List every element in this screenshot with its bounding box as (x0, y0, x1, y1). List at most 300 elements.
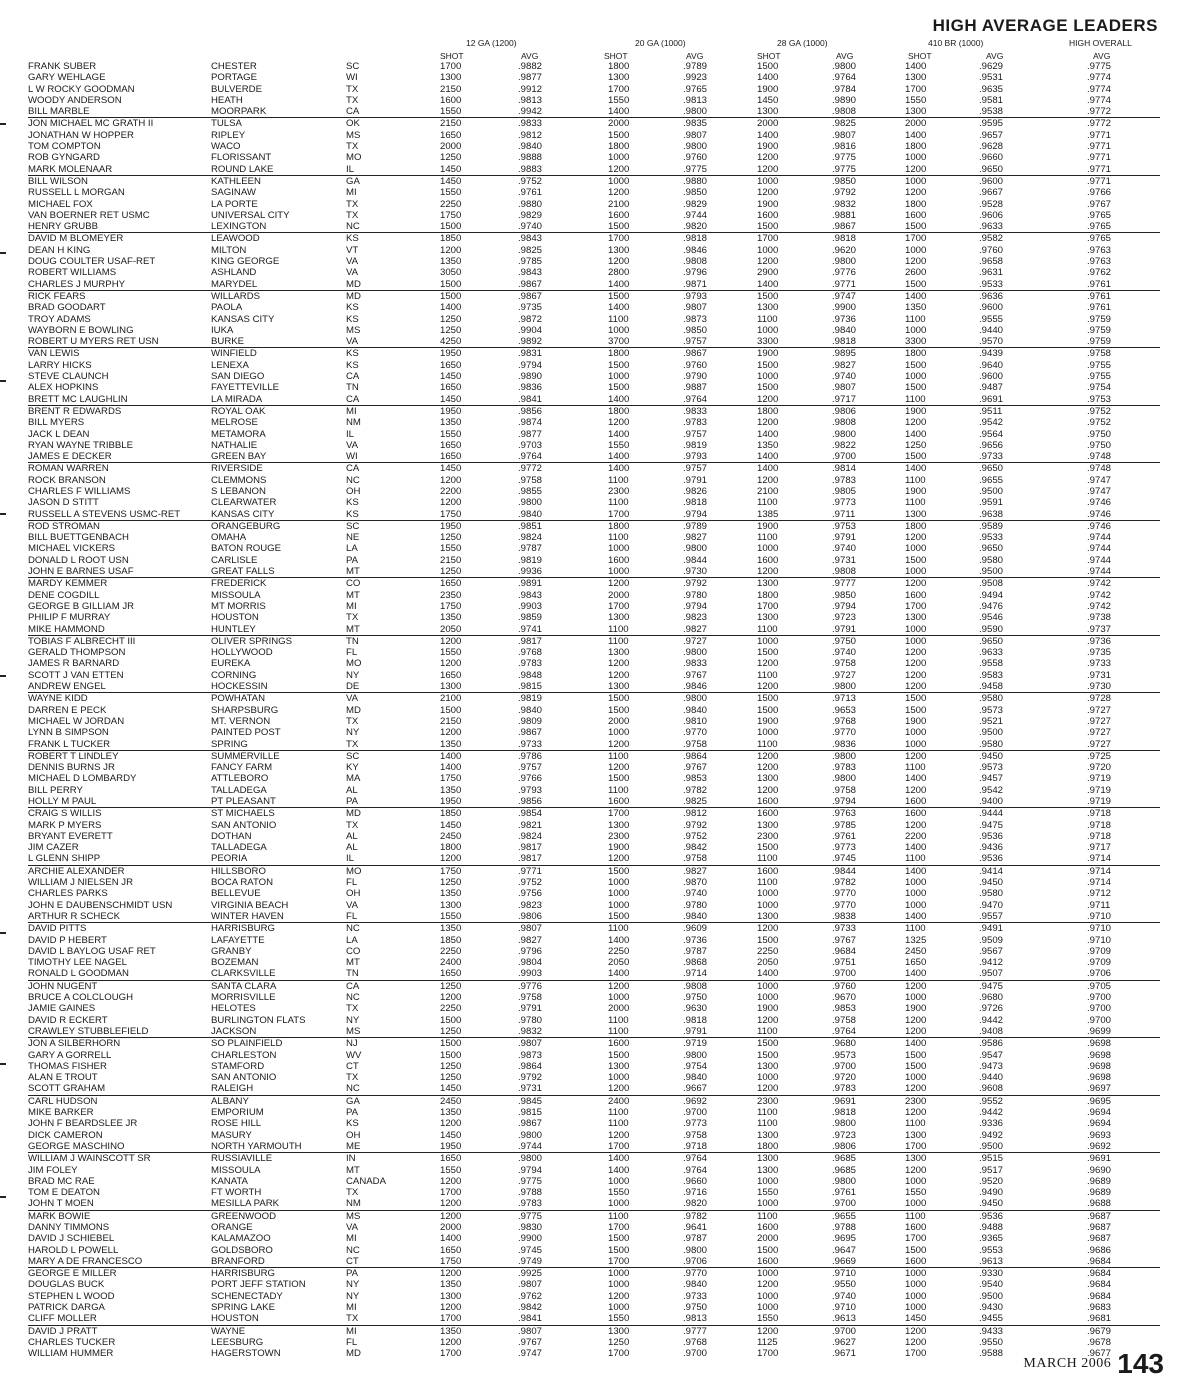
avg-20ga: .9808 (683, 256, 708, 268)
state: MI (346, 1325, 357, 1337)
shot-20ga: 1200 (608, 762, 630, 774)
shot-20ga: 1300 (608, 1325, 630, 1337)
avg-20ga: .9807 (683, 302, 708, 314)
shot-410br: 1900 (905, 1003, 927, 1015)
shooter-name: BILL PERRY (28, 784, 83, 796)
state: TX (346, 198, 359, 210)
shooter-name: DARREN E PECK (28, 704, 107, 716)
state: MT (346, 566, 360, 578)
city: BOCA RATON (211, 877, 274, 889)
state: GA (346, 175, 360, 187)
avg-12ga: .9762 (518, 1290, 543, 1302)
avg-overall: .9766 (1087, 187, 1112, 199)
avg-12ga: .9812 (518, 129, 543, 141)
avg-12ga: .9807 (518, 1325, 543, 1337)
state: MO (346, 152, 362, 164)
avg-28ga: .9573 (832, 1049, 857, 1061)
shooter-name: JON A SILBERHORN (28, 1038, 121, 1050)
city: BELLEVUE (211, 888, 261, 900)
avg-20ga: .9767 (683, 669, 708, 681)
table-row (28, 429, 1160, 440)
avg-20ga: .9760 (683, 152, 708, 164)
shot-12ga: 1450 (440, 1083, 462, 1095)
state: TN (346, 382, 359, 394)
avg-410br: .9628 (979, 141, 1004, 153)
shot-28ga: 1000 (757, 888, 779, 900)
avg-20ga: .9780 (683, 899, 708, 911)
shot-12ga: 2100 (440, 693, 462, 705)
avg-12ga: .9752 (518, 175, 543, 187)
avg-410br: .9408 (979, 1025, 1004, 1037)
avg-28ga: .9695 (832, 1233, 857, 1245)
city: TULSA (211, 118, 242, 130)
avg-28ga: .9791 (832, 532, 857, 544)
avg-overall: .9727 (1087, 727, 1112, 739)
shot-12ga: 2350 (440, 589, 462, 601)
avg-28ga: .9700 (832, 451, 857, 463)
table-row (28, 935, 1160, 946)
avg-410br: .9650 (979, 543, 1004, 555)
avg-28ga: .9717 (832, 393, 857, 405)
avg-20ga: .9867 (683, 348, 708, 360)
avg-410br: .9430 (979, 1302, 1004, 1314)
group-header-28ga: 28 GA (1000) (777, 38, 828, 48)
avg-overall: .9697 (1087, 1083, 1112, 1095)
shot-20ga: 1400 (608, 428, 630, 440)
shot-20ga: 2300 (608, 830, 630, 842)
shot-28ga: 1900 (757, 141, 779, 153)
shooter-name: MIKE BARKER (28, 1107, 94, 1119)
shot-12ga: 2150 (440, 715, 462, 727)
shot-28ga: 1500 (757, 382, 779, 394)
avg-410br: .9528 (979, 198, 1004, 210)
table-row (28, 233, 1160, 244)
shot-12ga: 1200 (440, 1210, 462, 1222)
avg-overall: .9706 (1087, 968, 1112, 980)
shot-28ga: 1200 (757, 1325, 779, 1337)
shot-20ga: 1000 (608, 888, 630, 900)
row-group (28, 347, 1160, 404)
table-row (28, 647, 1160, 658)
state: TN (346, 968, 359, 980)
avg-overall: .9742 (1087, 600, 1112, 612)
group-header-high-overall: HIGH OVERALL (1069, 38, 1132, 48)
table-row (28, 176, 1160, 187)
avg-28ga: .9775 (832, 163, 857, 175)
shot-20ga: 2000 (608, 715, 630, 727)
table-row (28, 1015, 1160, 1026)
shot-12ga: 1200 (440, 635, 462, 647)
avg-28ga: .9800 (832, 750, 857, 762)
subheader-20ga-shot: SHOT (604, 51, 628, 61)
avg-410br: .9442 (979, 1107, 1004, 1119)
shooter-name: JAMES R BARNARD (28, 658, 120, 670)
shot-12ga: 1200 (440, 853, 462, 865)
state: LA (346, 543, 358, 555)
avg-overall: .9774 (1087, 83, 1112, 95)
shot-20ga: 1800 (608, 348, 630, 360)
shot-20ga: 1100 (608, 474, 629, 486)
avg-overall: .9691 (1087, 1153, 1112, 1165)
shot-20ga: 1000 (608, 877, 630, 889)
shot-20ga: 1700 (608, 508, 630, 520)
city: EMPORIUM (211, 1107, 264, 1119)
shot-28ga: 1800 (757, 1140, 779, 1152)
state: CA (346, 463, 360, 475)
shot-410br: 1600 (905, 1221, 927, 1233)
shot-28ga: 1000 (757, 1290, 779, 1302)
shot-28ga: 1200 (757, 163, 779, 175)
avg-28ga: .9613 (832, 1313, 857, 1325)
shot-20ga: 1100 (608, 497, 629, 509)
avg-12ga: .9809 (518, 715, 543, 727)
shot-28ga: 1100 (757, 623, 778, 635)
avg-410br: .9550 (979, 1336, 1004, 1348)
shot-410br: 1200 (905, 980, 927, 992)
shot-410br: 1500 (905, 704, 927, 716)
shot-12ga: 2150 (440, 118, 462, 130)
state: CO (346, 945, 361, 957)
city: SAGINAW (211, 187, 256, 199)
avg-20ga: .9733 (683, 1290, 708, 1302)
avg-12ga: .9842 (518, 1302, 543, 1314)
avg-28ga: .9700 (832, 1060, 857, 1072)
avg-28ga: .9671 (832, 1348, 857, 1360)
avg-20ga: .9768 (683, 1336, 708, 1348)
state: NJ (346, 1038, 358, 1050)
avg-20ga: .9764 (683, 1164, 708, 1176)
shooter-name: MARY A DE FRANCESCO (28, 1255, 143, 1267)
avg-overall: .9735 (1087, 647, 1112, 659)
avg-20ga: .9730 (683, 566, 708, 578)
shot-12ga: 1650 (440, 359, 462, 371)
state: NY (346, 1290, 360, 1302)
avg-20ga: .9706 (683, 1255, 708, 1267)
shot-12ga: 2150 (440, 554, 462, 566)
shot-12ga: 4250 (440, 336, 462, 348)
shot-410br: 1800 (905, 141, 927, 153)
avg-20ga: .9850 (683, 187, 708, 199)
avg-12ga: .9829 (518, 209, 543, 221)
avg-28ga: .9761 (832, 1187, 857, 1199)
avg-12ga: .9867 (518, 278, 543, 290)
shot-28ga: 1100 (757, 1210, 778, 1222)
shot-12ga: 1400 (440, 302, 462, 314)
shot-28ga: 1200 (757, 1279, 779, 1291)
shot-12ga: 1950 (440, 520, 462, 532)
row-group (28, 865, 1160, 922)
avg-20ga: .9757 (683, 428, 708, 440)
shot-20ga: 1500 (608, 910, 630, 922)
shot-12ga: 1300 (440, 899, 462, 911)
avg-overall: .9727 (1087, 715, 1112, 727)
state: VA (346, 267, 359, 279)
table-row (28, 95, 1160, 106)
avg-overall: .9774 (1087, 72, 1112, 84)
shot-20ga: 1000 (608, 543, 630, 555)
shot-12ga: 1250 (440, 1025, 462, 1037)
table-row (28, 451, 1160, 462)
avg-410br: .9564 (979, 428, 1004, 440)
shot-410br: 2600 (905, 267, 927, 279)
shot-12ga: 1250 (440, 532, 462, 544)
avg-410br: .9629 (979, 61, 1004, 72)
avg-20ga: .9764 (683, 1153, 708, 1165)
shot-410br: 1200 (905, 681, 927, 693)
avg-20ga: .9871 (683, 278, 708, 290)
shooter-name: JOHN E DAUBENSCHMIDT USN (28, 899, 173, 911)
shot-20ga: 2250 (608, 945, 630, 957)
shot-410br: 1000 (905, 543, 927, 555)
shooter-name: DAVID M BLOMEYER (28, 233, 124, 245)
shooter-name: DAVID J PRATT (28, 1325, 98, 1337)
shot-12ga: 2250 (440, 198, 462, 210)
avg-410br: .9412 (979, 957, 1004, 969)
shooter-name: GEORGE MASCHINO (28, 1140, 125, 1152)
state: CT (346, 1060, 359, 1072)
avg-28ga: .9720 (832, 1072, 857, 1084)
avg-28ga: .9840 (832, 324, 857, 336)
shot-20ga: 1100 (608, 750, 629, 762)
shot-12ga: 1950 (440, 405, 462, 417)
shooter-name: ROCK BRANSON (28, 474, 106, 486)
shooter-name: MARK BOWIE (28, 1210, 91, 1222)
shot-12ga: 1700 (440, 61, 462, 72)
avg-410br: .9553 (979, 1244, 1004, 1256)
avg-410br: .9440 (979, 324, 1004, 336)
shot-12ga: 1200 (440, 658, 462, 670)
shot-410br: 1200 (905, 256, 927, 268)
avg-overall: .9684 (1087, 1290, 1112, 1302)
avg-410br: .9494 (979, 589, 1004, 601)
avg-overall: .9755 (1087, 371, 1112, 383)
shot-20ga: 1000 (608, 1302, 630, 1314)
avg-12ga: .9819 (518, 554, 543, 566)
shooter-name: LYNN B SIMPSON (28, 727, 109, 739)
avg-12ga: .9833 (518, 118, 543, 130)
avg-12ga: .9903 (518, 600, 543, 612)
shot-20ga: 1250 (608, 1336, 630, 1348)
avg-20ga: .9782 (683, 784, 708, 796)
avg-28ga: .9816 (832, 141, 857, 153)
shot-20ga: 1700 (608, 600, 630, 612)
shooter-name: VAN LEWIS (28, 348, 80, 360)
avg-410br: .9444 (979, 808, 1004, 820)
avg-overall: .9742 (1087, 578, 1112, 590)
avg-12ga: .9807 (518, 923, 543, 935)
avg-overall: .9744 (1087, 532, 1112, 544)
state: VT (346, 244, 359, 256)
shot-20ga: 1100 (608, 923, 629, 935)
avg-28ga: .9807 (832, 129, 857, 141)
city: GREENWOOD (211, 1210, 277, 1222)
table-row (28, 199, 1160, 210)
shooter-name: TOM E DEATON (28, 1187, 100, 1199)
avg-20ga: .9840 (683, 1279, 708, 1291)
avg-20ga: .9758 (683, 738, 708, 750)
table-row (28, 1326, 1160, 1337)
avg-410br: .9509 (979, 934, 1004, 946)
shot-410br: 1700 (905, 1140, 927, 1152)
avg-overall: .9750 (1087, 439, 1112, 451)
shot-28ga: 1000 (757, 175, 779, 187)
city: KALAMAZOO (211, 1233, 271, 1245)
avg-overall: .9710 (1087, 934, 1112, 946)
shot-20ga: 1200 (608, 1290, 630, 1302)
shot-20ga: 1700 (608, 1221, 630, 1233)
shot-12ga: 1650 (440, 968, 462, 980)
avg-12ga: .9830 (518, 1221, 543, 1233)
table-row (28, 118, 1160, 129)
table-row (28, 1141, 1160, 1152)
avg-12ga: .9783 (518, 658, 543, 670)
avg-28ga: .9684 (832, 945, 857, 957)
avg-410br: .9488 (979, 1221, 1004, 1233)
avg-410br: .9590 (979, 623, 1004, 635)
table-row (28, 808, 1160, 819)
avg-28ga: .9806 (832, 1140, 857, 1152)
table-row (28, 1083, 1160, 1094)
shot-28ga: 1900 (757, 520, 779, 532)
shot-20ga: 1000 (608, 1268, 630, 1280)
avg-28ga: .9723 (832, 612, 857, 624)
shooter-name: BILL WILSON (28, 175, 88, 187)
avg-28ga: .9747 (832, 290, 857, 302)
avg-20ga: .9794 (683, 508, 708, 520)
avg-20ga: .9792 (683, 819, 708, 831)
city: SAN DIEGO (211, 371, 265, 383)
avg-20ga: .9775 (683, 163, 708, 175)
avg-20ga: .9800 (683, 693, 708, 705)
shot-410br: 1700 (905, 600, 927, 612)
avg-overall: .9761 (1087, 278, 1112, 290)
state: KY (346, 762, 359, 774)
city: BURKE (211, 336, 245, 348)
city: HOUSTON (211, 612, 259, 624)
shot-28ga: 1200 (757, 1083, 779, 1095)
state: KS (346, 359, 359, 371)
avg-overall: .9711 (1087, 899, 1111, 911)
shot-28ga: 1400 (757, 451, 779, 463)
avg-12ga: .9825 (518, 244, 543, 256)
shot-28ga: 1200 (757, 256, 779, 268)
city: ROUND LAKE (211, 163, 274, 175)
avg-overall: .9719 (1087, 796, 1112, 807)
avg-410br: .9600 (979, 371, 1004, 383)
shot-12ga: 1650 (440, 578, 462, 590)
avg-12ga: .9815 (518, 1107, 543, 1119)
avg-28ga: .9794 (832, 796, 857, 807)
shot-12ga: 1450 (440, 393, 462, 405)
subheader-20ga-avg: AVG (686, 51, 704, 61)
shot-410br: 1100 (905, 393, 926, 405)
avg-410br: .9542 (979, 784, 1004, 796)
table-row (28, 1153, 1160, 1164)
avg-12ga: .9740 (518, 221, 543, 233)
shooter-name: JACK L DEAN (28, 428, 90, 440)
state: TX (346, 1313, 359, 1325)
avg-28ga: .9767 (832, 934, 857, 946)
shot-28ga: 1100 (757, 497, 778, 509)
shot-28ga: 2900 (757, 267, 779, 279)
shot-12ga: 1200 (440, 727, 462, 739)
avg-overall: .9747 (1087, 485, 1112, 497)
state: FL (346, 877, 358, 889)
shot-28ga: 1000 (757, 1198, 779, 1210)
shooter-name: MICHAEL D LOMBARDY (28, 773, 137, 785)
margin-mark (0, 252, 6, 254)
state: NY (346, 727, 360, 739)
avg-20ga: .9846 (683, 681, 708, 693)
state: MT (346, 957, 360, 969)
shot-12ga: 1400 (440, 762, 462, 774)
avg-overall: .9688 (1087, 1198, 1112, 1210)
avg-overall: .9712 (1087, 888, 1112, 900)
avg-12ga: .9747 (518, 1348, 543, 1360)
state: IN (346, 1153, 356, 1165)
shot-12ga: 1950 (440, 1140, 462, 1152)
avg-28ga: .9806 (832, 405, 857, 417)
avg-12ga: .9758 (518, 992, 543, 1004)
avg-20ga: .9609 (683, 923, 708, 935)
shooter-name: BRUCE A COLCLOUGH (28, 992, 134, 1004)
city: MORRISVILLE (211, 992, 276, 1004)
avg-20ga: .9868 (683, 957, 708, 969)
avg-20ga: .9793 (683, 290, 708, 302)
shot-12ga: 1300 (440, 1290, 462, 1302)
shot-28ga: 2300 (757, 830, 779, 842)
shot-28ga: 1200 (757, 566, 779, 578)
avg-410br: .9650 (979, 463, 1004, 475)
shot-12ga: 1450 (440, 819, 462, 831)
state: TN (346, 635, 359, 647)
state: MA (346, 773, 361, 785)
avg-410br: .9583 (979, 669, 1004, 681)
avg-12ga: .9827 (518, 934, 543, 946)
shooter-name: MIKE HAMMOND (28, 623, 105, 635)
shot-28ga: 1200 (757, 784, 779, 796)
table-row (28, 279, 1160, 290)
avg-20ga: .9833 (683, 405, 708, 417)
shooter-name: BILL MYERS (28, 417, 85, 429)
avg-28ga: .9710 (832, 1302, 857, 1314)
avg-overall: .9759 (1087, 336, 1112, 348)
shot-410br: 1000 (905, 1198, 927, 1210)
shot-410br: 1550 (905, 1187, 927, 1199)
avg-410br: .9450 (979, 1198, 1004, 1210)
shot-410br: 1000 (905, 1268, 927, 1280)
table-row (28, 1268, 1160, 1279)
shot-20ga: 1000 (608, 992, 630, 1004)
avg-410br: .9473 (979, 1060, 1004, 1072)
shot-12ga: 1500 (440, 278, 462, 290)
shot-12ga: 2050 (440, 623, 462, 635)
avg-12ga: .9752 (518, 877, 543, 889)
shooter-name: L GLENN SHIPP (28, 853, 101, 865)
avg-12ga: .9817 (518, 853, 543, 865)
avg-12ga: .9856 (518, 796, 543, 807)
shot-410br: 1900 (905, 405, 927, 417)
shooter-name: CHARLES J MURPHY (28, 278, 126, 290)
avg-overall: .9754 (1087, 382, 1112, 394)
shot-12ga: 2400 (440, 957, 462, 969)
shot-20ga: 1100 (608, 1210, 629, 1222)
avg-12ga: .9824 (518, 830, 543, 842)
shot-28ga: 1400 (757, 968, 779, 980)
avg-12ga: .9823 (518, 899, 543, 911)
city: BOZEMAN (211, 957, 259, 969)
avg-12ga: .9815 (518, 681, 543, 693)
